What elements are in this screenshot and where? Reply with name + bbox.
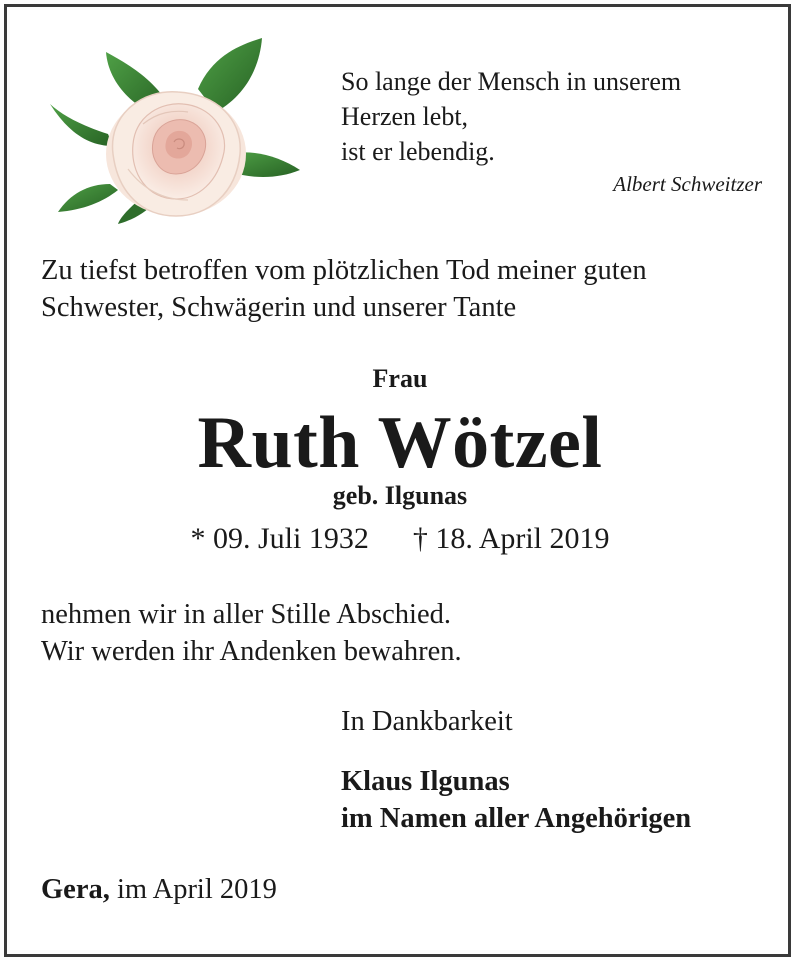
birth-name: geb. Ilgunas	[332, 481, 468, 510]
place-date-text: im April 2019	[116, 874, 277, 905]
deceased-name: Ruth Wötzel	[197, 402, 603, 484]
thanks-line: In Dankbarkeit	[341, 706, 513, 737]
place-date	[41, 874, 277, 906]
intro-text	[41, 252, 647, 326]
quote	[341, 64, 681, 169]
intro-line: Zu tiefst betroffen vom plötzlichen Tod meiner guten	[41, 255, 647, 286]
place-city: Gera,	[41, 874, 110, 905]
signers	[341, 763, 691, 837]
birth-date: * 09. Juli 1932	[190, 522, 369, 555]
closing-line: Wir werden ihr Andenken bewahren.	[41, 636, 462, 667]
quote-author: Albert Schweitzer	[613, 172, 762, 196]
rose-icon	[48, 34, 304, 224]
quote-line: Herzen lebt,	[341, 102, 469, 131]
quote-line: So lange der Mensch in unserem	[341, 67, 682, 96]
closing-line: nehmen wir in aller Stille Abschied.	[41, 599, 451, 630]
signer-note: im Namen aller Angehörigen	[341, 803, 692, 834]
life-dates	[0, 522, 800, 556]
closing-text	[41, 596, 462, 670]
intro-line: Schwester, Schwägerin und unserer Tante	[41, 292, 517, 323]
salutation: Frau	[372, 364, 428, 393]
quote-line: ist er lebendig.	[341, 137, 495, 166]
death-date: † 18. April 2019	[412, 522, 610, 555]
signer-name: Klaus Ilgunas	[341, 766, 510, 797]
